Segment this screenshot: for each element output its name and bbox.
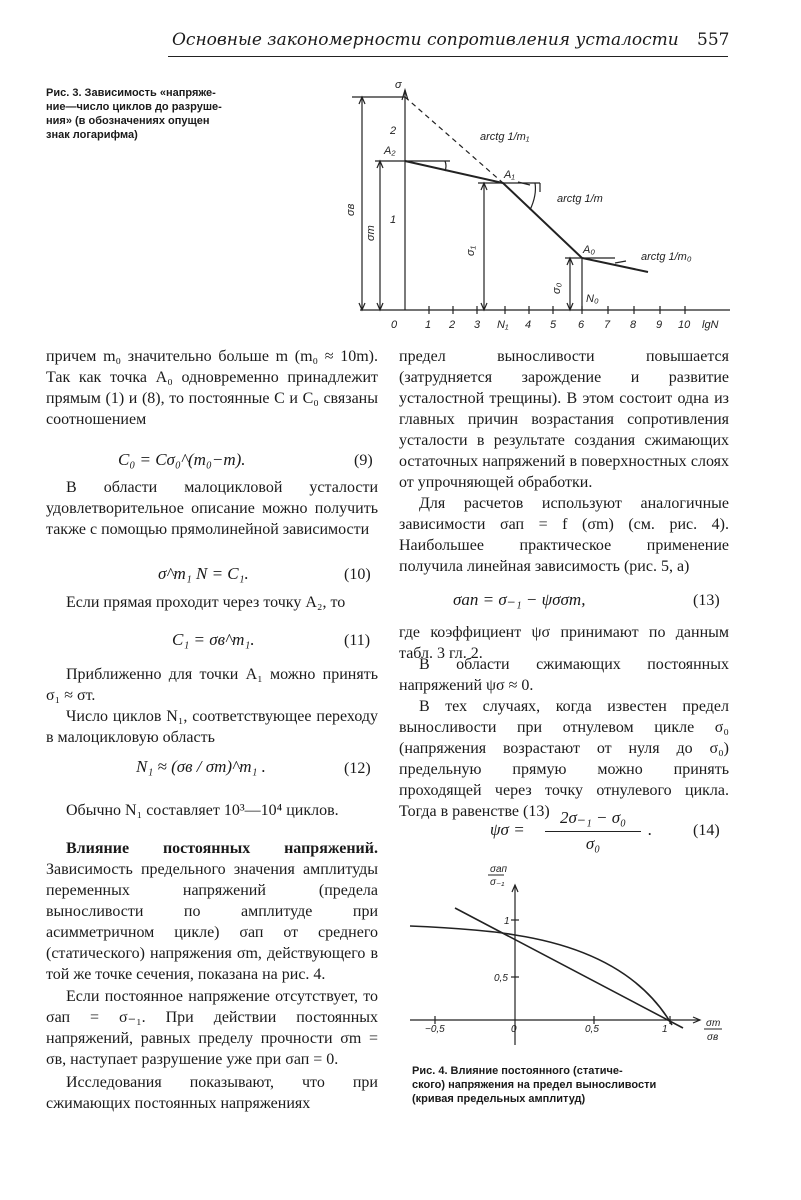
right-paragraph-1: предел выносливости повышается (затрудняется зарождение и развитие усталостной трещины). В этом состоит одна из главных причин возрастания сопротивления усталости в результате создания сжимающих остаточных напряжений в поверхностных слоях от упрочняющей обработки. [399, 348, 729, 491]
fig3-label-A0: A₀ [583, 244, 595, 256]
fig3-diagram [340, 70, 740, 340]
right-paragraph-2: Для расчетов используют аналогичные зависимости σап = f (σm) (см. рис. 4). Наибольшее практическое применение получила линейная зависимость (рис. 5, а) [399, 495, 729, 575]
fig3-x-tick: 10 [678, 319, 691, 331]
fig4-y-tick: 0,5 [494, 973, 508, 984]
fig4-x-tick: −0,5 [425, 1024, 445, 1035]
left-paragraph-1: причем m₀ значительно больше m (m₀ ≈ 10m). Так как точка A₀ одновременно принадлежит прямым (1) и (8), то постоянные C и C₀ связаны соотношением [46, 348, 378, 428]
fig4-x-tick: 0 [511, 1024, 517, 1035]
right-paragraph-5: В тех случаях, когда известен предел выносливости при отнулевом цикле σ₀ (напряжения возрастают от нуля до σ₀) предельную прямую можно принять проходящей через точку отнулевого цикла. Тогда в равенстве (13) [399, 698, 729, 820]
fig3-x-tick: 2 [449, 319, 456, 331]
fig3-label-sigma-t: σт [365, 225, 377, 241]
fig3-label-sigma-0: σ₀ [551, 282, 563, 294]
fig3-label-arctg-m0: arctg 1/m₀ [641, 251, 692, 263]
fig4-x-tick: 1 [662, 1024, 668, 1035]
fig3-label-A2: A₂ [384, 145, 396, 157]
equation-14-fraction-bar [545, 831, 641, 832]
fig4-caption-line: Рис. 4. Влияние постоянного (статиче- [412, 1065, 623, 1077]
fig3-label-A1: A₁ [504, 169, 515, 181]
left-paragraph-9: Исследования показывают, что при сжимающих постоянных напряжениях [46, 1074, 378, 1112]
fig3-x-tick: 1 [425, 319, 432, 331]
equation-11: C₁ = σв^m₁. [172, 630, 255, 649]
left-paragraph-8: Если постоянное напряжение отсутствует, то σап = σ₋₁. При действии постоянных напряжений, равных пределу прочности σm = σв, наступает разрушение уже при σап = 0. [46, 988, 378, 1068]
fig3-x-tick: 8 [630, 319, 637, 331]
fig3-x-tick: 3 [474, 319, 481, 331]
left-paragraph-5: Число циклов N₁, соответствующее переходу в малоцикловую область [46, 708, 378, 746]
fig3-label-arctg-m: arctg 1/m [557, 193, 603, 205]
left-paragraph-7-block [46, 838, 378, 985]
equation-14-denominator: σ₀ [585, 834, 601, 853]
equation-10: σ^m₁ N = C₁. [158, 564, 249, 583]
fig3-label-sigma: σ [395, 79, 402, 91]
fig3-label-N0: N₀ [586, 293, 599, 305]
running-header-title: Основные закономерности сопротивления усталости [172, 30, 679, 50]
fig3-caption-line: знак логарифма) [46, 129, 138, 141]
fig3-x-tick: 0 [391, 319, 398, 331]
section-heading: Влияние постоянных напряжений. [66, 840, 378, 857]
equation-13: σап = σ₋₁ − ψσσm, [453, 590, 586, 609]
right-paragraph-3: где коэффициент ψσ принимают по данным табл. 3 гл. 2. [399, 624, 729, 662]
fig4-limit-line [455, 908, 683, 1028]
left-paragraph-6: Обычно N₁ составляет 10³—10⁴ циклов. [66, 802, 339, 819]
equation-12-number: (12) [344, 760, 371, 777]
equation-12: N₁ ≈ (σв / σт)^m₁ . [136, 757, 266, 776]
equation-11-number: (11) [344, 632, 371, 649]
fig4-caption-line: ского) напряжения на предел выносливости [412, 1079, 657, 1091]
page-number: 557 [697, 30, 730, 50]
left-paragraph-2: В области малоцикловой усталости удовлетворительное описание можно получить также с помощью прямолинейной зависимости [46, 479, 378, 538]
fig3-caption-line: ние—число циклов до разруше- [46, 101, 222, 113]
fig4-chart [400, 860, 730, 1060]
equation-14-lhs: ψσ = [490, 820, 525, 839]
fig4-caption-line: (кривая предельных амплитуд) [412, 1093, 586, 1105]
fig4-limit-curve [410, 926, 672, 1025]
left-paragraph-7-text: Зависимость предельного значения амплитуды переменных напряжений (предела выносливости по амплитуде при асимметричном цикле) σап от среднего (статического) напряжения σm, действующего в той же точке сечения, показана на рис. 4. [46, 861, 378, 983]
fig3-caption [46, 86, 296, 142]
fig4-x-tick: 0,5 [585, 1024, 599, 1035]
fig4-y-tick: 1 [504, 916, 510, 927]
fig4-caption [412, 1064, 742, 1106]
fig3-caption-line: ния» (в обозначениях опущен [46, 115, 210, 127]
fig4-ylabel-bottom: σ₋₁ [490, 877, 505, 888]
header-rule [168, 56, 728, 57]
left-paragraph-4: Приближенно для точки A₁ можно принять σ₁ ≈ σт. [46, 666, 378, 704]
fig3-label-sigma-v: σв [345, 203, 357, 216]
left-paragraph-7 [46, 838, 378, 985]
fig4-xlabel-bottom: σв [707, 1032, 719, 1043]
fig3-x-tick: 6 [578, 319, 585, 331]
equation-13-number: (13) [693, 592, 720, 609]
fig3-x-tick: 4 [525, 319, 532, 331]
fig3-x-tick: 7 [604, 319, 611, 331]
fig3-x-tick: 9 [656, 319, 663, 331]
equation-14-number: (14) [693, 822, 720, 839]
fig3-x-tick: lgN [702, 319, 719, 331]
equation-14-numerator: 2σ₋₁ − σ₀ [559, 808, 627, 827]
left-paragraph-3: Если прямая проходит через точку A₂, то [66, 594, 346, 611]
fig3-label-arctg-m1: arctg 1/m₁ [480, 131, 530, 143]
fig3-tick-1: 1 [390, 214, 397, 226]
fig3-label-sigma-1: σ₁ [465, 245, 477, 256]
right-paragraph-4: В области сжимающих постоянных напряжений ψσ ≈ 0. [399, 656, 729, 694]
fig3-x-tick: 5 [550, 319, 557, 331]
fig4-ylabel-top: σап [490, 864, 507, 875]
fig3-tick-2: 2 [390, 125, 397, 137]
fig3-x-tick: N₁ [497, 319, 509, 331]
fig4-xlabel-top: σm [706, 1018, 721, 1029]
equation-9: C₀ = Cσ₀^(m₀−m). [118, 450, 246, 469]
fig3-caption-line: Рис. 3. Зависимость «напряже- [46, 87, 216, 99]
equation-9-number: (9) [354, 452, 373, 469]
equation-10-number: (10) [344, 566, 371, 583]
equation-14-dot: . [648, 820, 653, 839]
